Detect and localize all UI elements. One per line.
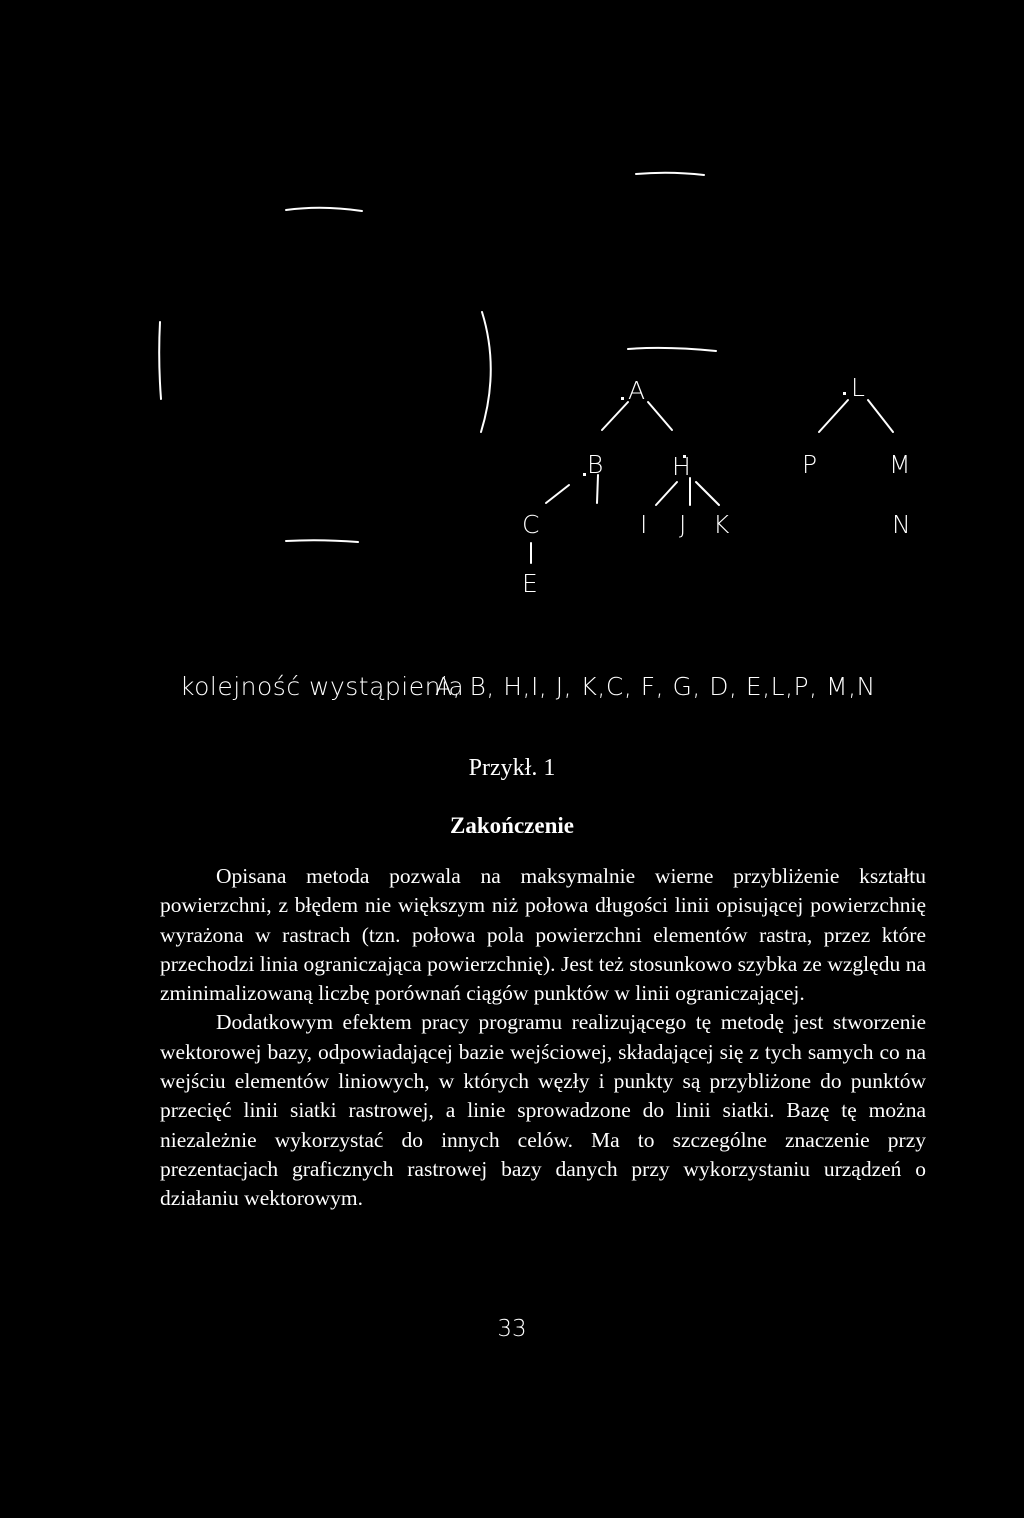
page-number: 33 [497,1316,527,1342]
node-a: A [628,376,646,405]
edge-h-i [656,482,677,505]
node-k: K [713,510,730,539]
edge-b-lower [597,475,598,503]
node-c: C [522,510,540,539]
figure-caption: Przykł. 1 [468,755,556,781]
bottom-dash-left [286,540,358,542]
body-text [160,862,926,1214]
node-b: B [587,450,604,479]
right-bracket [481,312,491,432]
node-e: E [522,569,538,598]
edge-b-c [546,485,569,503]
node-n: N [892,510,911,539]
edge-l-p [819,400,848,432]
sequence-value: A, B, H,I, J, K,C, F, G, D, E,L,P, M,N [435,672,876,701]
node-i: I [640,510,648,539]
top-dash-right [636,173,704,175]
edge-a-b [602,402,628,430]
node-j: J [679,510,687,539]
edge-h-k [696,482,719,505]
tick-a [621,397,624,400]
sequence-label: kolejność wystąpienia [180,672,465,701]
node-h: H [672,452,691,481]
tree-diagram [0,0,1024,640]
edge-a-h [648,402,672,430]
node-l: L [851,373,865,402]
tree-figure [0,0,1024,640]
node-m: M [889,450,911,479]
section-title: Zakończenie [450,813,574,838]
edge-l-m [868,400,893,432]
tick-l [843,392,846,395]
top-dash-left [286,208,362,211]
node-p: P [802,450,818,479]
tick-b [583,473,586,476]
paragraph: Opisana metoda pozwala na maksymalnie wierne przybliżenie kształtu powierzchni, z błędem nie większym niż połowa długości linii opisującej powierzchnię wyrażona w rastrach (tzn. połowa pola powierzchni elementów rastra, przez które przechodzi linia ograniczająca powierzchnię). Jest też stosunkowo szybka ze względu na zminimalizowaną liczbę porównań ciągów punktów w linii ograniczającej. [160,864,926,1006]
paragraph: Dodatkowym efektem pracy programu realizującego tę metodę jest stworzenie wektorowej bazy, odpowiadającej bazie wejściowej, składającej się z tych samych co na wejściu elementów liniowych, w których węzły i punkty są przybliżone do punktów przecięć linii siatki rastrowej, a linie sprowadzone do linii siatki. Bazę tę można niezależnie wykorzystać do innych celów. Ma to szczególne znaczenie przy prezentacjach graficznych rastrowej bazy danych przy wykorzystaniu urządzeń o działaniu wektorowym. [160,1010,926,1211]
left-bracket [159,322,161,399]
mid-dash-right [628,348,716,351]
